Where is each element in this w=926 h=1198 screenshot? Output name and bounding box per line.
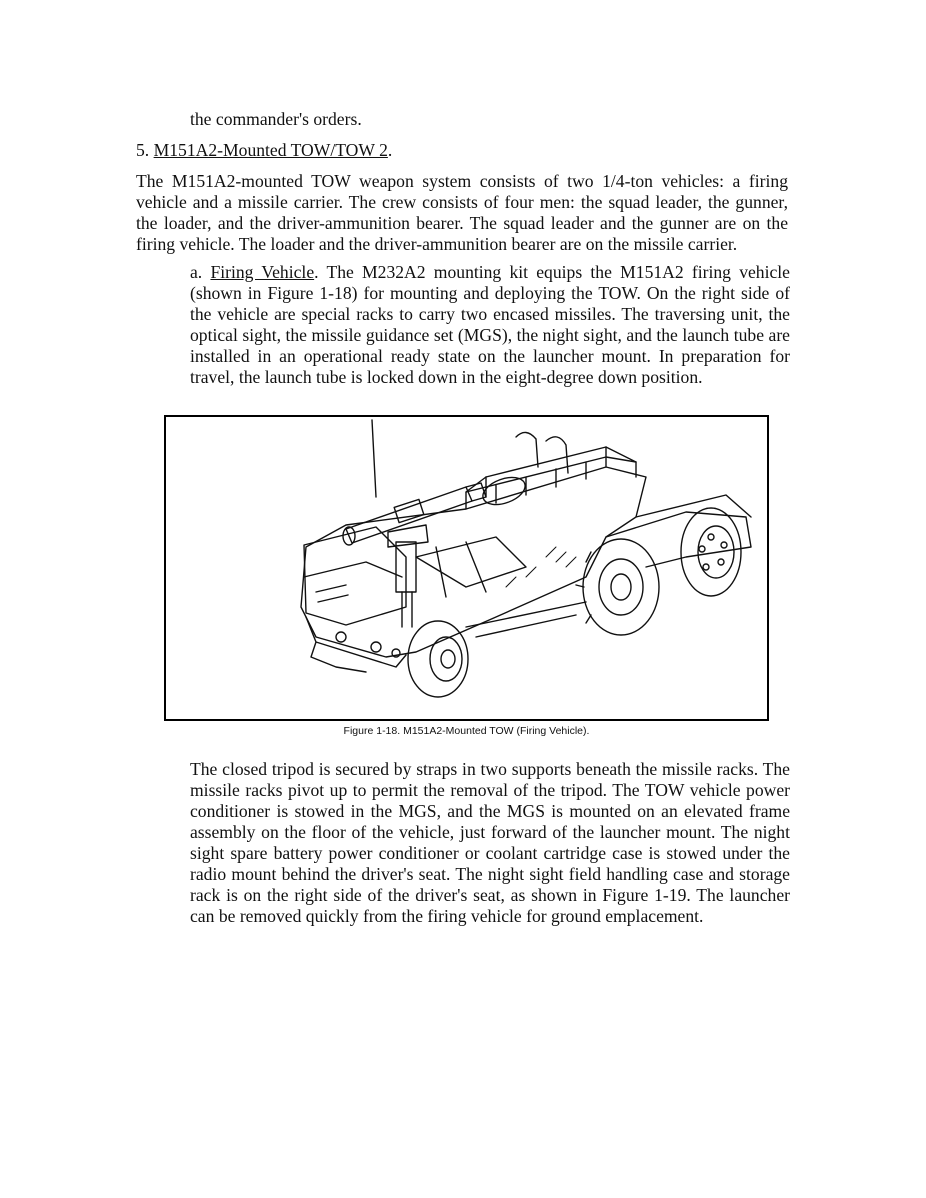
subsection-body: The M232A2 mounting kit equips the M151A2 firing vehicle (shown in Figure 1-18) for mounting and deploying the TOW. On the right side of the vehicle are special racks to carry two encased missiles. The traversing unit, the optical sight, the missile guidance set (MGS), the night sight, and the launch tube are installed in an operational ready state on the launcher mount. In preparation for travel, the launch tube is locked down in the eight-degree down position. — [190, 262, 790, 387]
section-title-trailing: . — [387, 140, 393, 160]
front-bumper — [306, 617, 406, 672]
paragraph-firing-vehicle — [190, 262, 790, 388]
paragraph-tripod-details: The closed tripod is secured by straps in two supports beneath the missile racks. The missile racks pivot up to permit the removal of the tripod. The TOW vehicle power conditioner is stowed in the MGS, and the MGS is mounted on an elevated frame assembly on the floor of the vehicle, just forward of the launcher mount. The night sight spare battery power conditioner or coolant cartridge case is stowed under the radio mount behind the driver's seat. The night sight field handling case and storage rack is on the right side of the driver's seat, as shown in Figure 1-19. The launcher can be removed quickly from the firing vehicle for ground emplacement. — [190, 759, 790, 926]
section-number: 5. — [136, 140, 150, 160]
rear-wheel — [576, 539, 659, 635]
antenna-line — [372, 420, 376, 497]
figure-frame — [164, 415, 769, 721]
front-right-wheel — [408, 621, 468, 697]
vehicle-illustration — [166, 417, 767, 719]
subsection-heading-trailing: . — [314, 262, 319, 282]
paragraph-intro: The M151A2-mounted TOW weapon system consists of two 1/4-ton vehicles: a firing vehicle and a missile carrier. The crew consists of four men: the squad leader, the gunner, the loader, and the driver-ammunition bearer. The squad leader and the gunner are on the firing vehicle. The loader and the driver-ammunition bearer are on the missile carrier. — [136, 171, 788, 254]
launch-tube — [343, 483, 486, 545]
figure-caption: Figure 1-18. M151A2-Mounted TOW (Firing Vehicle). — [343, 725, 590, 737]
subsection-label: a. — [190, 262, 203, 282]
subsection-heading: Firing Vehicle — [210, 262, 315, 282]
far-rear-wheel — [681, 508, 741, 596]
section-heading — [136, 140, 836, 161]
intro-tail-text: the commander's orders. — [190, 109, 362, 129]
section-title: M151A2-Mounted TOW/TOW 2 — [153, 140, 388, 160]
traversing-unit — [388, 525, 428, 592]
